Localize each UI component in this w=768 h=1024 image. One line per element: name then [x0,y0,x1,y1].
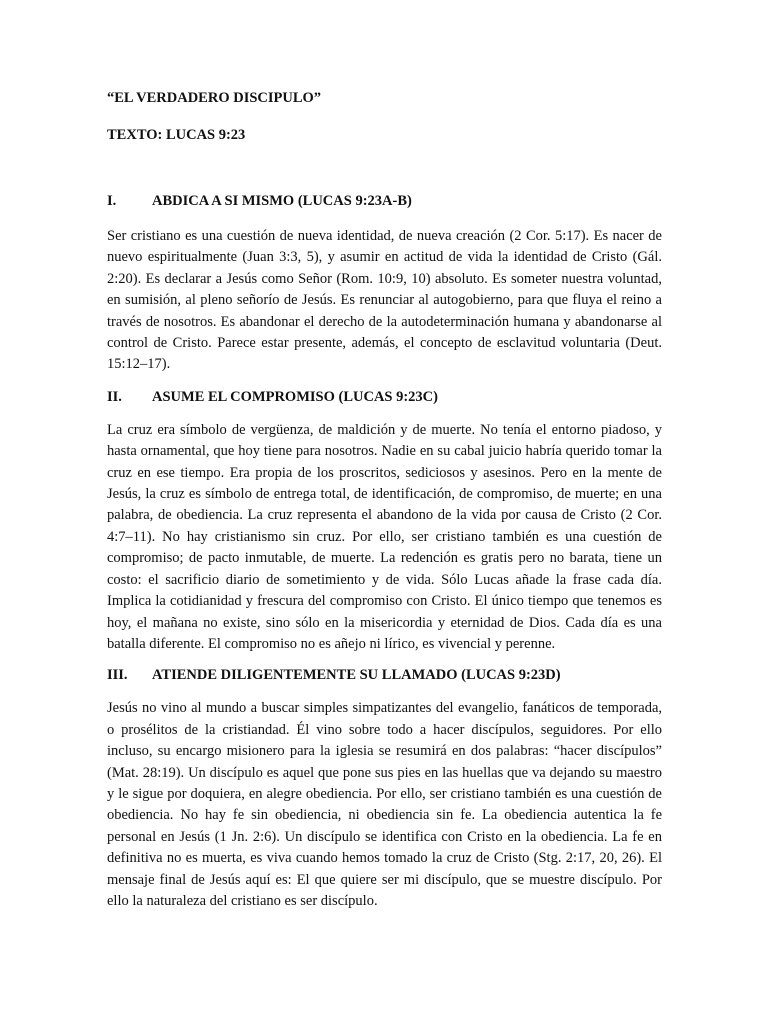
section-paragraph-3: Jesús no vino al mundo a buscar simples simpatizantes del evangelio, fanáticos de temporada, o prosélitos de la cristiandad. Él vino sobre todo a hacer discípulos, seguidores. Por ello incluso, su encargo misionero para la iglesia se resumirá en dos palabras: “hacer discípulos” (Mat. 28:19). Un discípulo es aquel que pone sus pies en las huellas que va dejando su maestro y le sigue por doquiera, en alegre obediencia. Por ello, ser cristiano también es una cuestión de obediencia. No hay fe sin obediencia, ni obediencia sin fe. La obediencia autentica la fe personal en Jesús (1 Jn. 2:6). Un discípulo se identifica con Cristo en la obediencia. La fe en definitiva no es muerta, es viva cuando hemos tomado la cruz de Cristo (Stg. 2:17, 20, 26). El mensaje final de Jesús aquí es: El que quiere ser mi discípulo, que se muestre discípulo. Por ello la naturaleza del cristiano es ser discípulo. [107,700,662,909]
section-paragraph-1: Ser cristiano es una cuestión de nueva identidad, de nueva creación (2 Cor. 5:17). Es nacer de nuevo espiritualmente (Juan 3:3, 5), y asumir en actitud de vida la identidad de Cristo (Gál. 2:20). Es declarar a Jesús como Señor (Rom. 10:9, 10) absoluto. Es someter nuestra voluntad, en sumisión, al pleno señorío de Jesús. Es renunciar al autogobierno, para que fluya el reino a través de nosotros. Es abandonar el derecho de la autodeterminación humana y abandonarse al control de Cristo. Parece estar presente, además, el concepto de esclavitud voluntaria (Deut. 15:12–17). [107,228,662,373]
document-page [107,88,662,912]
section-heading-1 [107,191,662,211]
section-heading-2 [107,387,662,407]
scripture-reference: TEXTO: LUCAS 9:23 [107,127,246,143]
section-number-1: I. [107,193,117,209]
section-title-2: ASUME EL COMPROMISO (LUCAS 9:23C) [152,388,438,405]
section-number-2: II. [107,388,122,405]
document-title: “EL VERDADERO DISCIPULO” [107,90,322,106]
section-heading-3 [107,665,662,685]
section-title-1: ABDICA A SI MISMO (LUCAS 9:23A-B) [152,193,412,209]
section-title-3: ATIENDE DILIGENTEMENTE SU LLAMADO (LUCAS 9:23D) [152,667,561,684]
section-number-3: III. [107,667,128,684]
section-paragraph-2: La cruz era símbolo de vergüenza, de maldición y de muerte. No tenía el entorno piadoso, y hasta ornamental, que hoy tiene para nosotros. Nadie en su cabal juicio habría querido tomar la cruz en ese tiempo. Era propia de los proscritos, sediciosos y asesinos. Pero en la mente de Jesús, la cruz es símbolo de entrega total, de identificación, de compromiso, de muerte; en una palabra, de obediencia. La cruz representa el abandono de la vida por causa de Cristo (2 Cor. 4:7–11). No hay cristianismo sin cruz. Por ello, ser cristiano también es una cuestión de compromiso; de pacto inmutable, de muerte. La redención es gratis pero no barata, tiene un costo: el sacrificio diario de sometimiento y de vida. Sólo Lucas añade la frase cada día. Implica la cotidianidad y frescura del compromiso con Cristo. El único tiempo que tenemos es hoy, el mañana no existe, sino sólo en la misericordia y eternidad de Dios. Cada día es una batalla diferente. El compromiso no es añejo ni lírico, es vivencial y perenne. [107,421,662,652]
